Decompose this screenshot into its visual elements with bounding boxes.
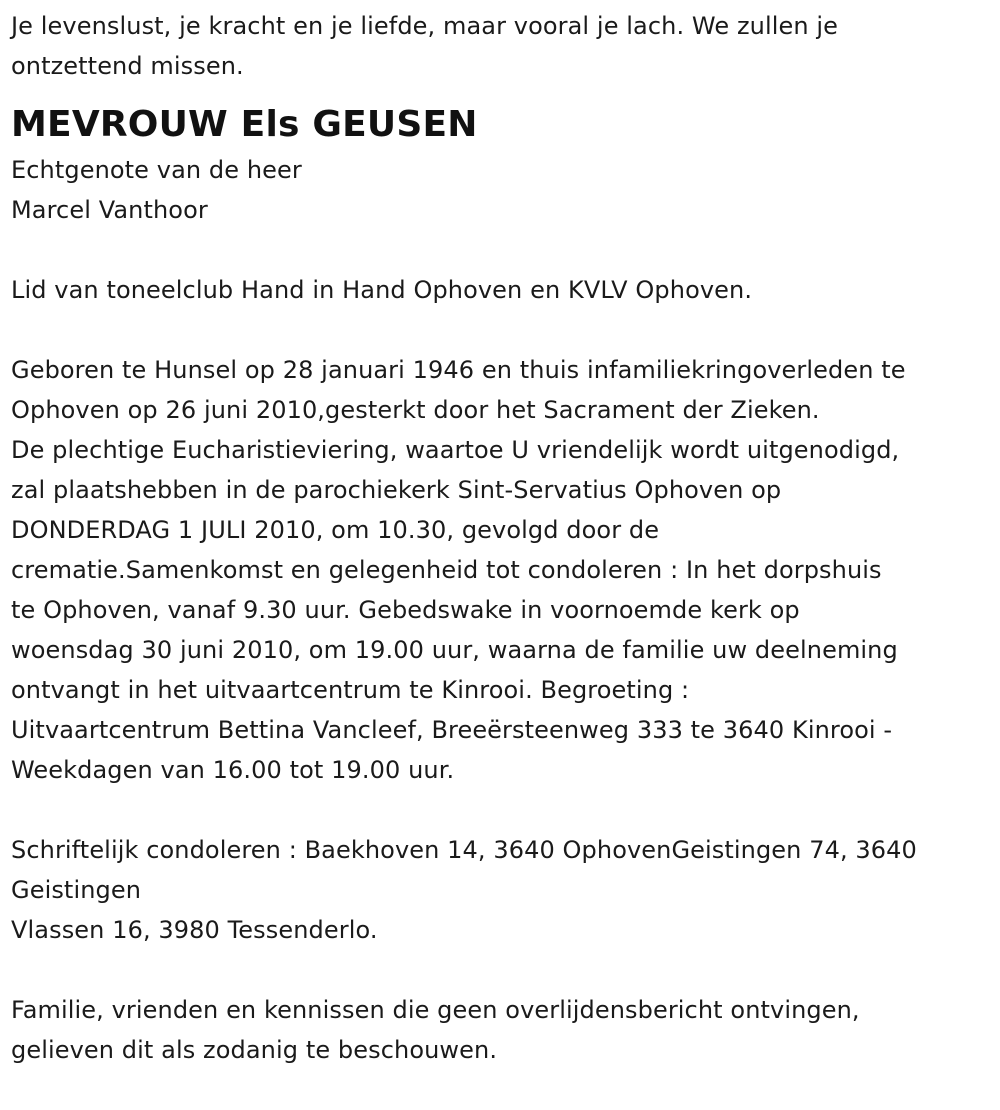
condolence-paragraph: Schriftelijk condoleren : Baekhoven 14, 3640 OphovenGeistingen 74, 3640 Geistingen Vlassen 16, 3980 Tessenderlo. — [11, 836, 917, 944]
ceremony-paragraph: Geboren te Hunsel op 28 januari 1946 en thuis infamiliekringoverleden te Ophoven op 26 juni 2010,gesterkt door het Sacrament der Zieken. De plechtige Eucharistieviering, waartoe U vriendelijk wordt uitgenodigd, zal plaatshebben in de parochiekerk Sint-Servatius Ophoven op DONDERDAG 1 JULI 2010, om 10.30, gevolgd door de crematie.Samenkomst en gelegenheid tot condoleren : In het dorpshuis te Ophoven, vanaf 9.30 uur. Gebedswake in voornoemde kerk op woensdag 30 juni 2010, om 19.00 uur, waarna de familie uw deelneming ontvangt in het uitvaartcentrum te Kinrooi. Begroeting : Uitvaartcentrum Bettina Vancleef, Breeërsteenweg 333 te 3640 Kinrooi - Weekdagen van 16.00 tot 19.00 uur. — [11, 356, 906, 784]
membership-paragraph: Lid van toneelclub Hand in Hand Ophoven en KVLV Ophoven. — [11, 276, 753, 304]
obituary-document — [11, 6, 996, 1070]
spacer — [11, 310, 996, 350]
spacer — [11, 950, 996, 990]
intro-paragraph: Je levenslust, je kracht en je liefde, maar vooral je lach. We zullen je ontzettend missen. — [11, 12, 839, 80]
spacer — [11, 230, 996, 270]
closing-paragraph: Familie, vrienden en kennissen die geen overlijdensbericht ontvingen, gelieven dit als zodanig te beschouwen. — [11, 996, 860, 1064]
spacer — [11, 790, 996, 830]
spouse-paragraph: Echtgenote van de heer Marcel Vanthoor — [11, 156, 302, 224]
deceased-name-title: MEVROUW Els GEUSEN — [11, 104, 478, 145]
